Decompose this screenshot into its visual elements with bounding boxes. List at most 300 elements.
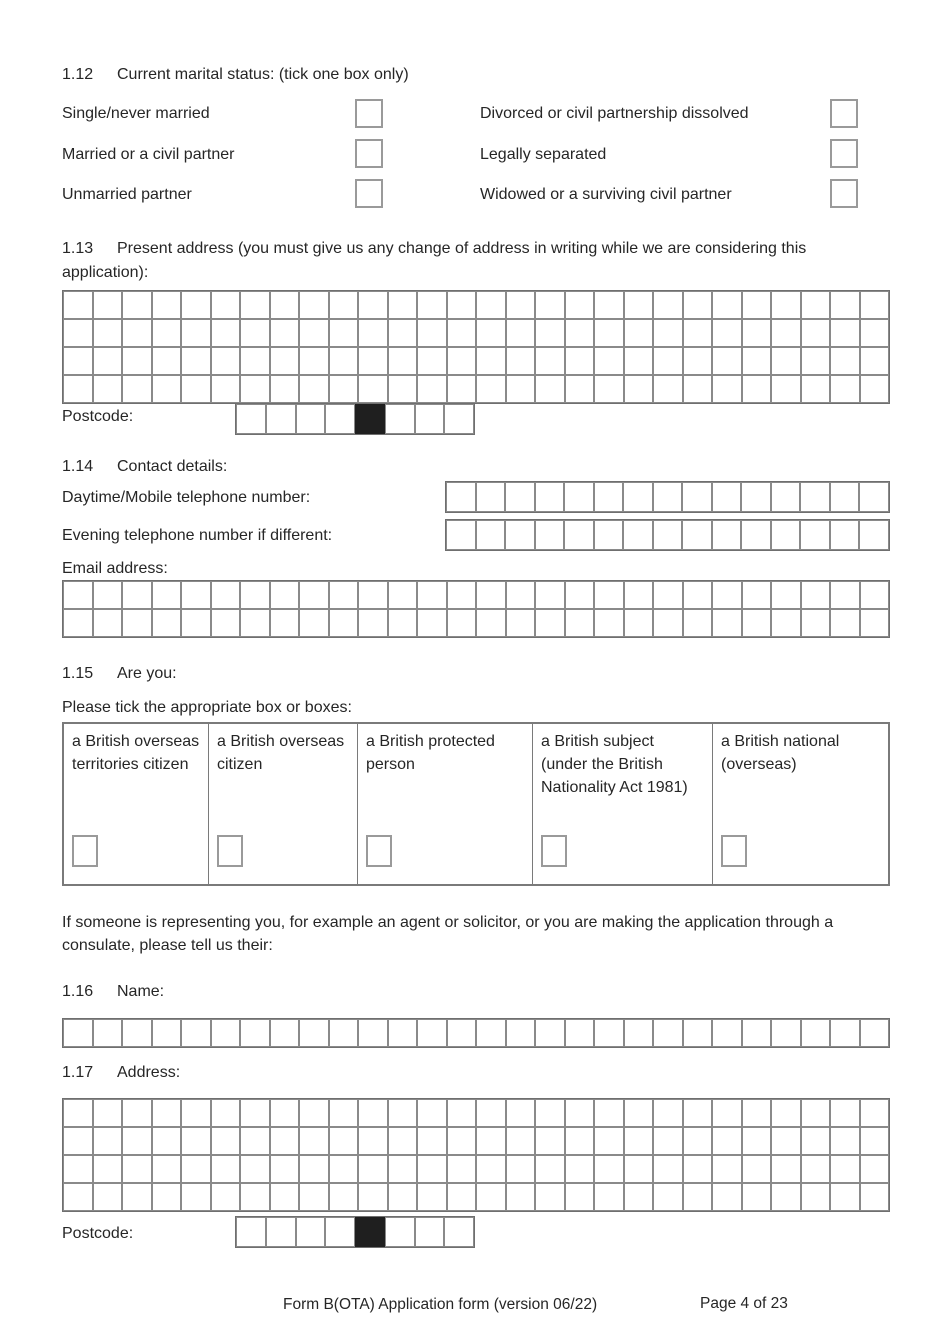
char-cell[interactable] xyxy=(476,520,506,550)
char-cell[interactable] xyxy=(93,1155,123,1183)
char-cell[interactable] xyxy=(506,1155,536,1183)
char-cell[interactable] xyxy=(653,520,683,550)
char-cell[interactable] xyxy=(506,347,536,375)
char-cell[interactable] xyxy=(447,1183,477,1211)
char-cell[interactable] xyxy=(329,581,359,609)
char-cell[interactable] xyxy=(122,1155,152,1183)
char-cell[interactable] xyxy=(594,520,624,550)
char-cell[interactable] xyxy=(712,319,742,347)
char-cell[interactable] xyxy=(415,404,445,434)
char-cell[interactable] xyxy=(594,291,624,319)
char-cell[interactable] xyxy=(535,482,565,512)
char-cell[interactable] xyxy=(476,347,506,375)
char-cell[interactable] xyxy=(63,1155,93,1183)
char-cell[interactable] xyxy=(801,1099,831,1127)
char-cell[interactable] xyxy=(388,581,418,609)
char-cell[interactable] xyxy=(417,1183,447,1211)
char-cell[interactable] xyxy=(329,1099,359,1127)
char-cell[interactable] xyxy=(270,1155,300,1183)
char-cell[interactable] xyxy=(653,1155,683,1183)
char-cell[interactable] xyxy=(653,319,683,347)
char-cell[interactable] xyxy=(417,1099,447,1127)
char-cell[interactable] xyxy=(93,347,123,375)
char-cell[interactable] xyxy=(683,1155,713,1183)
char-cell[interactable] xyxy=(476,1127,506,1155)
char-cell[interactable] xyxy=(236,404,266,434)
char-cell[interactable] xyxy=(181,1099,211,1127)
char-cell[interactable] xyxy=(447,1099,477,1127)
char-cell[interactable] xyxy=(742,1183,772,1211)
char-cell[interactable] xyxy=(801,1019,831,1047)
char-cell[interactable] xyxy=(653,1183,683,1211)
char-cell[interactable] xyxy=(830,482,860,512)
char-cell[interactable] xyxy=(329,375,359,403)
char-cell[interactable] xyxy=(624,581,654,609)
char-cell[interactable] xyxy=(535,1155,565,1183)
char-cell[interactable] xyxy=(447,291,477,319)
char-cell[interactable] xyxy=(93,375,123,403)
char-cell[interactable] xyxy=(830,1127,860,1155)
char-cell[interactable] xyxy=(299,1183,329,1211)
char-cell[interactable] xyxy=(240,1019,270,1047)
char-cell[interactable] xyxy=(122,1019,152,1047)
char-cell[interactable] xyxy=(771,1183,801,1211)
char-cell[interactable] xyxy=(385,404,415,434)
char-cell[interactable] xyxy=(594,1183,624,1211)
char-cell[interactable] xyxy=(211,319,241,347)
char-cell[interactable] xyxy=(240,581,270,609)
char-cell[interactable] xyxy=(270,375,300,403)
char-cell[interactable] xyxy=(93,1099,123,1127)
char-cell[interactable] xyxy=(296,1217,326,1247)
char-cell[interactable] xyxy=(385,1217,415,1247)
char-cell[interactable] xyxy=(270,319,300,347)
char-cell[interactable] xyxy=(623,520,653,550)
char-cell[interactable] xyxy=(122,375,152,403)
char-cell[interactable] xyxy=(152,1019,182,1047)
checkbox-british-overseas-territories-citizen[interactable] xyxy=(72,835,98,867)
char-cell[interactable] xyxy=(270,1019,300,1047)
char-cell[interactable] xyxy=(211,347,241,375)
char-cell[interactable] xyxy=(565,375,595,403)
char-cell[interactable] xyxy=(860,319,890,347)
char-cell[interactable] xyxy=(742,319,772,347)
char-cell[interactable] xyxy=(299,291,329,319)
char-cell[interactable] xyxy=(564,482,594,512)
char-cell[interactable] xyxy=(122,1099,152,1127)
char-cell[interactable] xyxy=(506,1019,536,1047)
char-cell[interactable] xyxy=(712,1019,742,1047)
char-cell[interactable] xyxy=(535,1127,565,1155)
char-cell[interactable] xyxy=(712,520,742,550)
char-cell[interactable] xyxy=(152,609,182,637)
char-cell[interactable] xyxy=(329,291,359,319)
char-cell[interactable] xyxy=(476,482,506,512)
char-cell[interactable] xyxy=(506,319,536,347)
char-cell[interactable] xyxy=(152,1155,182,1183)
char-cell[interactable] xyxy=(93,1019,123,1047)
char-cell[interactable] xyxy=(712,375,742,403)
char-cell[interactable] xyxy=(270,609,300,637)
char-cell[interactable] xyxy=(358,1183,388,1211)
char-cell[interactable] xyxy=(564,520,594,550)
char-cell[interactable] xyxy=(860,291,890,319)
char-cell[interactable] xyxy=(801,1127,831,1155)
char-cell[interactable] xyxy=(122,609,152,637)
char-cell[interactable] xyxy=(329,1019,359,1047)
char-cell[interactable] xyxy=(860,347,890,375)
char-cell[interactable] xyxy=(93,319,123,347)
char-cell[interactable] xyxy=(388,1099,418,1127)
char-cell[interactable] xyxy=(447,609,477,637)
checkbox-single[interactable] xyxy=(355,99,383,128)
char-cell[interactable] xyxy=(181,1019,211,1047)
char-cell[interactable] xyxy=(624,319,654,347)
char-cell[interactable] xyxy=(860,1127,890,1155)
char-cell[interactable] xyxy=(771,1099,801,1127)
char-cell[interactable] xyxy=(299,347,329,375)
char-cell[interactable] xyxy=(181,609,211,637)
char-cell[interactable] xyxy=(653,1099,683,1127)
char-cell[interactable] xyxy=(152,291,182,319)
char-cell[interactable] xyxy=(535,1019,565,1047)
char-cell[interactable] xyxy=(358,375,388,403)
char-cell[interactable] xyxy=(712,291,742,319)
char-cell[interactable] xyxy=(325,1217,355,1247)
char-cell[interactable] xyxy=(683,1019,713,1047)
char-cell[interactable] xyxy=(388,1155,418,1183)
char-cell[interactable] xyxy=(476,581,506,609)
char-cell[interactable] xyxy=(211,1099,241,1127)
char-cell[interactable] xyxy=(270,1099,300,1127)
char-cell[interactable] xyxy=(122,581,152,609)
char-cell[interactable] xyxy=(624,609,654,637)
char-cell[interactable] xyxy=(152,347,182,375)
char-cell[interactable] xyxy=(742,291,772,319)
char-cell[interactable] xyxy=(565,291,595,319)
char-cell[interactable] xyxy=(476,1019,506,1047)
char-cell[interactable] xyxy=(181,1127,211,1155)
char-cell[interactable] xyxy=(93,1127,123,1155)
char-cell[interactable] xyxy=(211,1127,241,1155)
char-cell[interactable] xyxy=(594,482,624,512)
char-cell[interactable] xyxy=(181,1155,211,1183)
char-cell[interactable] xyxy=(299,319,329,347)
char-cell[interactable] xyxy=(388,1019,418,1047)
char-cell[interactable] xyxy=(299,581,329,609)
checkbox-widowed[interactable] xyxy=(830,179,858,208)
char-cell[interactable] xyxy=(565,347,595,375)
char-cell[interactable] xyxy=(388,347,418,375)
char-cell[interactable] xyxy=(742,609,772,637)
char-cell[interactable] xyxy=(152,319,182,347)
char-cell[interactable] xyxy=(240,1127,270,1155)
char-cell[interactable] xyxy=(417,1019,447,1047)
char-cell[interactable] xyxy=(181,291,211,319)
char-cell[interactable] xyxy=(712,1155,742,1183)
char-cell[interactable] xyxy=(535,1183,565,1211)
char-cell[interactable] xyxy=(801,581,831,609)
char-cell[interactable] xyxy=(830,1155,860,1183)
char-cell[interactable] xyxy=(565,1019,595,1047)
char-cell[interactable] xyxy=(63,1019,93,1047)
char-cell[interactable] xyxy=(830,581,860,609)
char-cell[interactable] xyxy=(830,347,860,375)
char-cell[interactable] xyxy=(653,1127,683,1155)
char-cell[interactable] xyxy=(476,1183,506,1211)
char-cell[interactable] xyxy=(506,1183,536,1211)
char-cell[interactable] xyxy=(565,319,595,347)
char-cell[interactable] xyxy=(712,609,742,637)
char-cell[interactable] xyxy=(801,319,831,347)
char-cell[interactable] xyxy=(388,291,418,319)
char-cell[interactable] xyxy=(240,1183,270,1211)
checkbox-british-subject[interactable] xyxy=(541,835,567,867)
char-cell[interactable] xyxy=(122,291,152,319)
char-cell[interactable] xyxy=(152,375,182,403)
char-cell[interactable] xyxy=(683,291,713,319)
char-cell[interactable] xyxy=(447,1019,477,1047)
char-cell[interactable] xyxy=(122,1127,152,1155)
char-cell[interactable] xyxy=(653,347,683,375)
char-cell[interactable] xyxy=(624,1127,654,1155)
char-cell[interactable] xyxy=(594,375,624,403)
char-cell[interactable] xyxy=(535,609,565,637)
char-cell[interactable] xyxy=(742,1155,772,1183)
char-cell[interactable] xyxy=(801,1155,831,1183)
char-cell[interactable] xyxy=(240,347,270,375)
char-cell[interactable] xyxy=(358,1099,388,1127)
char-cell[interactable] xyxy=(801,609,831,637)
char-cell[interactable] xyxy=(830,319,860,347)
char-cell[interactable] xyxy=(211,1183,241,1211)
char-cell[interactable] xyxy=(712,347,742,375)
char-cell[interactable] xyxy=(653,1019,683,1047)
char-cell[interactable] xyxy=(181,1183,211,1211)
char-cell[interactable] xyxy=(801,347,831,375)
char-cell[interactable] xyxy=(860,1019,890,1047)
char-cell[interactable] xyxy=(565,1183,595,1211)
char-cell[interactable] xyxy=(624,1155,654,1183)
char-cell[interactable] xyxy=(358,1127,388,1155)
char-cell[interactable] xyxy=(240,1155,270,1183)
char-cell[interactable] xyxy=(93,291,123,319)
char-cell[interactable] xyxy=(535,319,565,347)
char-cell[interactable] xyxy=(742,1127,772,1155)
char-cell[interactable] xyxy=(63,1127,93,1155)
char-cell[interactable] xyxy=(683,1183,713,1211)
char-cell[interactable] xyxy=(830,609,860,637)
char-cell[interactable] xyxy=(447,1127,477,1155)
char-cell[interactable] xyxy=(741,482,771,512)
char-cell[interactable] xyxy=(712,581,742,609)
char-cell[interactable] xyxy=(358,347,388,375)
char-cell[interactable] xyxy=(800,520,830,550)
char-cell[interactable] xyxy=(830,520,860,550)
char-cell[interactable] xyxy=(388,319,418,347)
char-cell[interactable] xyxy=(93,581,123,609)
char-cell[interactable] xyxy=(447,375,477,403)
char-cell[interactable] xyxy=(63,319,93,347)
char-cell[interactable] xyxy=(565,609,595,637)
char-cell[interactable] xyxy=(476,319,506,347)
char-cell[interactable] xyxy=(683,375,713,403)
char-cell[interactable] xyxy=(476,1155,506,1183)
char-cell[interactable] xyxy=(211,1155,241,1183)
char-cell[interactable] xyxy=(653,375,683,403)
char-cell[interactable] xyxy=(181,319,211,347)
char-cell[interactable] xyxy=(506,581,536,609)
char-cell[interactable] xyxy=(211,609,241,637)
char-cell[interactable] xyxy=(860,375,890,403)
char-cell[interactable] xyxy=(830,1183,860,1211)
char-cell[interactable] xyxy=(211,1019,241,1047)
char-cell[interactable] xyxy=(266,404,296,434)
char-cell[interactable] xyxy=(270,581,300,609)
char-cell[interactable] xyxy=(122,319,152,347)
char-cell[interactable] xyxy=(624,1099,654,1127)
char-cell[interactable] xyxy=(417,347,447,375)
char-cell[interactable] xyxy=(860,1099,890,1127)
char-cell[interactable] xyxy=(771,1127,801,1155)
char-cell[interactable] xyxy=(535,291,565,319)
char-cell[interactable] xyxy=(329,347,359,375)
char-cell[interactable] xyxy=(712,1099,742,1127)
char-cell[interactable] xyxy=(329,1127,359,1155)
char-cell[interactable] xyxy=(476,609,506,637)
char-cell[interactable] xyxy=(771,1155,801,1183)
char-cell[interactable] xyxy=(476,291,506,319)
char-cell[interactable] xyxy=(771,520,801,550)
char-cell[interactable] xyxy=(712,1127,742,1155)
char-cell[interactable] xyxy=(152,1127,182,1155)
char-cell[interactable] xyxy=(624,1019,654,1047)
char-cell[interactable] xyxy=(594,319,624,347)
char-cell[interactable] xyxy=(93,1183,123,1211)
char-cell[interactable] xyxy=(329,1183,359,1211)
char-cell[interactable] xyxy=(447,347,477,375)
char-cell[interactable] xyxy=(299,1099,329,1127)
char-cell[interactable] xyxy=(388,609,418,637)
char-cell[interactable] xyxy=(683,1099,713,1127)
char-cell[interactable] xyxy=(444,1217,474,1247)
char-cell[interactable] xyxy=(801,291,831,319)
char-cell[interactable] xyxy=(181,347,211,375)
char-cell[interactable] xyxy=(63,347,93,375)
char-cell[interactable] xyxy=(682,482,712,512)
char-cell[interactable] xyxy=(240,319,270,347)
char-cell[interactable] xyxy=(417,581,447,609)
char-cell[interactable] xyxy=(476,1099,506,1127)
char-cell[interactable] xyxy=(447,1155,477,1183)
char-cell[interactable] xyxy=(358,581,388,609)
char-cell[interactable] xyxy=(270,1127,300,1155)
char-cell[interactable] xyxy=(476,375,506,403)
char-cell[interactable] xyxy=(683,581,713,609)
char-cell[interactable] xyxy=(152,581,182,609)
char-cell[interactable] xyxy=(860,1155,890,1183)
char-cell[interactable] xyxy=(122,1183,152,1211)
char-cell[interactable] xyxy=(624,291,654,319)
char-cell[interactable] xyxy=(859,520,889,550)
char-cell[interactable] xyxy=(742,1019,772,1047)
char-cell[interactable] xyxy=(181,581,211,609)
char-cell[interactable] xyxy=(329,1155,359,1183)
char-cell[interactable] xyxy=(683,1127,713,1155)
char-cell[interactable] xyxy=(181,375,211,403)
char-cell[interactable] xyxy=(801,1183,831,1211)
char-cell[interactable] xyxy=(63,375,93,403)
char-cell[interactable] xyxy=(296,404,326,434)
char-cell[interactable] xyxy=(506,291,536,319)
char-cell[interactable] xyxy=(653,609,683,637)
char-cell[interactable] xyxy=(299,1019,329,1047)
char-cell[interactable] xyxy=(712,1183,742,1211)
char-cell[interactable] xyxy=(358,319,388,347)
char-cell[interactable] xyxy=(63,1099,93,1127)
char-cell[interactable] xyxy=(594,1099,624,1127)
char-cell[interactable] xyxy=(771,581,801,609)
char-cell[interactable] xyxy=(417,291,447,319)
char-cell[interactable] xyxy=(535,520,565,550)
char-cell[interactable] xyxy=(682,520,712,550)
char-cell[interactable] xyxy=(506,609,536,637)
char-cell[interactable] xyxy=(63,1183,93,1211)
char-cell[interactable] xyxy=(63,609,93,637)
char-cell[interactable] xyxy=(240,1099,270,1127)
char-cell[interactable] xyxy=(506,375,536,403)
char-cell[interactable] xyxy=(771,319,801,347)
char-cell[interactable] xyxy=(152,1099,182,1127)
char-cell[interactable] xyxy=(653,581,683,609)
char-cell[interactable] xyxy=(299,1127,329,1155)
char-cell[interactable] xyxy=(329,609,359,637)
checkbox-separated[interactable] xyxy=(830,139,858,168)
char-cell[interactable] xyxy=(299,1155,329,1183)
char-cell[interactable] xyxy=(771,1019,801,1047)
char-cell[interactable] xyxy=(594,609,624,637)
char-cell[interactable] xyxy=(446,482,476,512)
char-cell[interactable] xyxy=(860,1183,890,1211)
char-cell[interactable] xyxy=(299,375,329,403)
char-cell[interactable] xyxy=(624,375,654,403)
char-cell[interactable] xyxy=(63,581,93,609)
checkbox-british-national-overseas[interactable] xyxy=(721,835,747,867)
char-cell[interactable] xyxy=(388,375,418,403)
char-cell[interactable] xyxy=(771,609,801,637)
char-cell[interactable] xyxy=(358,1155,388,1183)
char-cell[interactable] xyxy=(594,1127,624,1155)
char-cell[interactable] xyxy=(447,319,477,347)
char-cell[interactable] xyxy=(742,347,772,375)
char-cell[interactable] xyxy=(771,291,801,319)
char-cell[interactable] xyxy=(417,609,447,637)
char-cell[interactable] xyxy=(535,581,565,609)
char-cell[interactable] xyxy=(653,482,683,512)
char-cell[interactable] xyxy=(270,1183,300,1211)
char-cell[interactable] xyxy=(859,482,889,512)
char-cell[interactable] xyxy=(240,375,270,403)
char-cell[interactable] xyxy=(417,1155,447,1183)
char-cell[interactable] xyxy=(860,581,890,609)
char-cell[interactable] xyxy=(801,375,831,403)
char-cell[interactable] xyxy=(800,482,830,512)
char-cell[interactable] xyxy=(358,609,388,637)
char-cell[interactable] xyxy=(211,581,241,609)
char-cell[interactable] xyxy=(122,347,152,375)
char-cell[interactable] xyxy=(535,375,565,403)
char-cell[interactable] xyxy=(325,404,355,434)
